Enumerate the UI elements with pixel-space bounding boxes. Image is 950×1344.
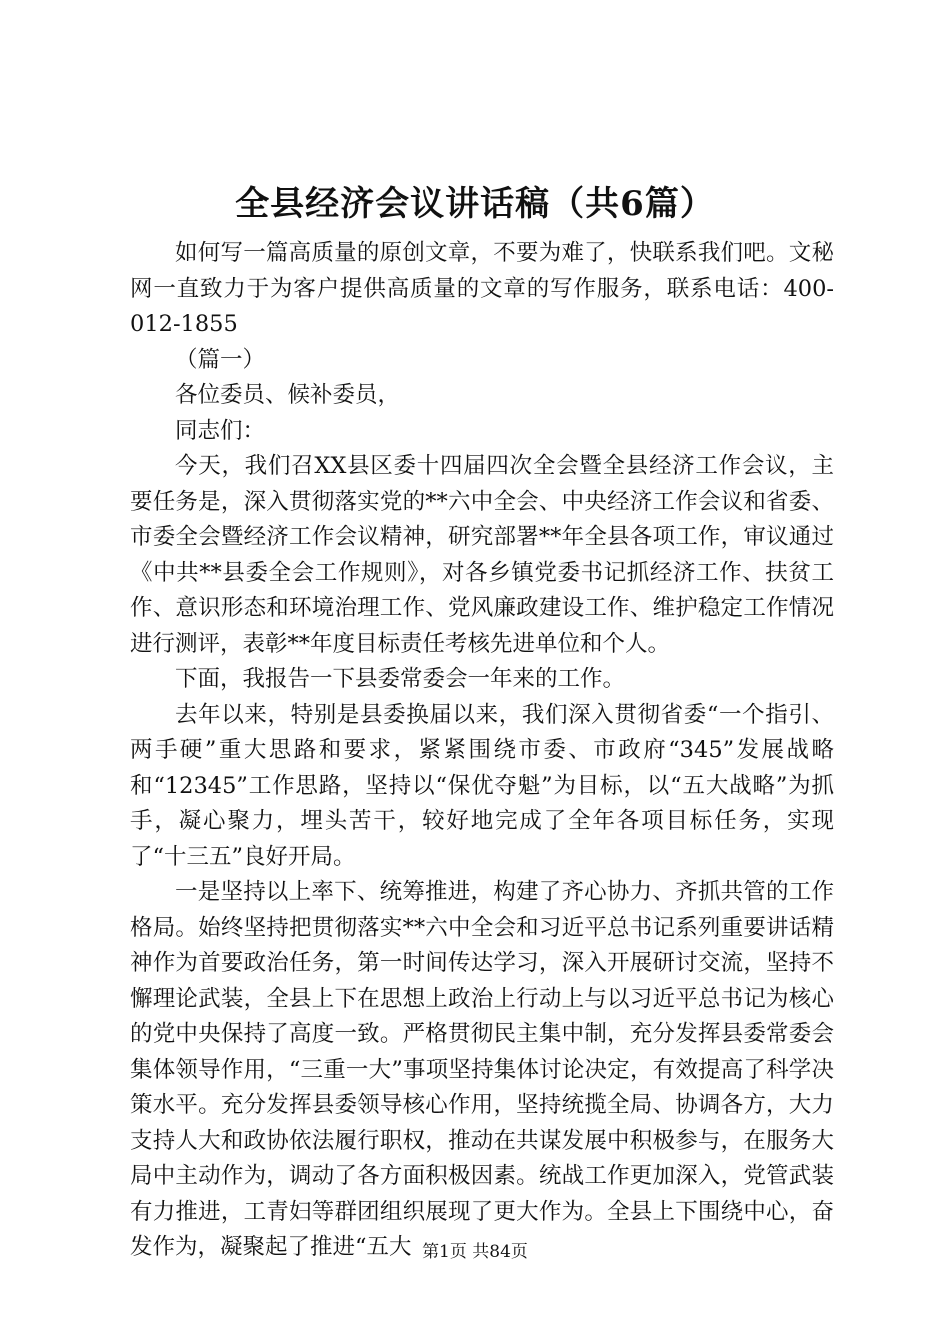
document-body [130,236,834,1266]
body-paragraph: 今天，我们召XX县区委十四届四次全会暨全县经济工作会议，主要任务是，深入贯彻落实党的**六中全会、中央经济工作会议和省委、市委全会暨经济工作会议精神，研究部署**年全县各项工作，审议通过《中共**县委全会工作规则》，对各乡镇党委书记抓经济工作、扶贫工作、意识形态和环境治理工作、党风廉政建设工作、维护稳定工作情况进行测评，表彰**年度目标责任考核先进单位和个人。 [130,453,834,657]
intro-paragraph: 如何写一篇高质量的原创文章，不要为难了，快联系我们吧。文秘网一直致力于为客户提供高质量的文章的写作服务，联系电话：400-012-1855 [130,240,834,337]
page-number-footer: 第1页 共84页 [422,1242,528,1262]
salutation-line: 各位委员、候补委员， [175,382,401,408]
body-paragraph: 去年以来，特别是县委换届以来，我们深入贯彻省委“一个指引、两手硬”重大思路和要求，紧紧围绕市委、市政府“345”发展战略和“12345”工作思路，坚持以“保优夺魁”为目标，以“五大战略”为抓手，凝心聚力，埋头苦干，较好地完成了全年各项目标任务，实现了“十三五”良好开局。 [130,701,834,870]
section-heading: （篇一） [175,346,266,373]
salutation-line: 同志们： [175,417,266,444]
body-paragraph: 一是坚持以上率下、统筹推进，构建了齐心协力、齐抓共管的工作格局。始终坚持把贯彻落实**六中全会和习近平总书记系列重要讲话精神作为首要政治任务，第一时间传达学习，深入开展研讨交流，坚持不懈理论武装，全县上下在思想上政治上行动上与以习近平总书记为核心的党中央保持了高度一致。严格贯彻民主集中制，充分发挥县委常委会集体领导作用，“三重一大”事项坚持集体讨论决定，有效提高了科学决策水平。充分发挥县委领导核心作用，坚持统揽全局、协调各方，大力支持人大和政协依法履行职权，推动在共谋发展中积极参与，在服务大局中主动作为，调动了各方面积极因素。统战工作更加深入，党管武装有力推进，工青妇等群团组织展现了更大作为。全县上下围绕中心，奋发作为，凝聚起了推进“五大 [130,879,834,1260]
document-title: 全县经济会议讲话稿（共6篇） [235,184,715,224]
body-paragraph: 下面，我报告一下县委常委会一年来的工作。 [175,666,626,692]
